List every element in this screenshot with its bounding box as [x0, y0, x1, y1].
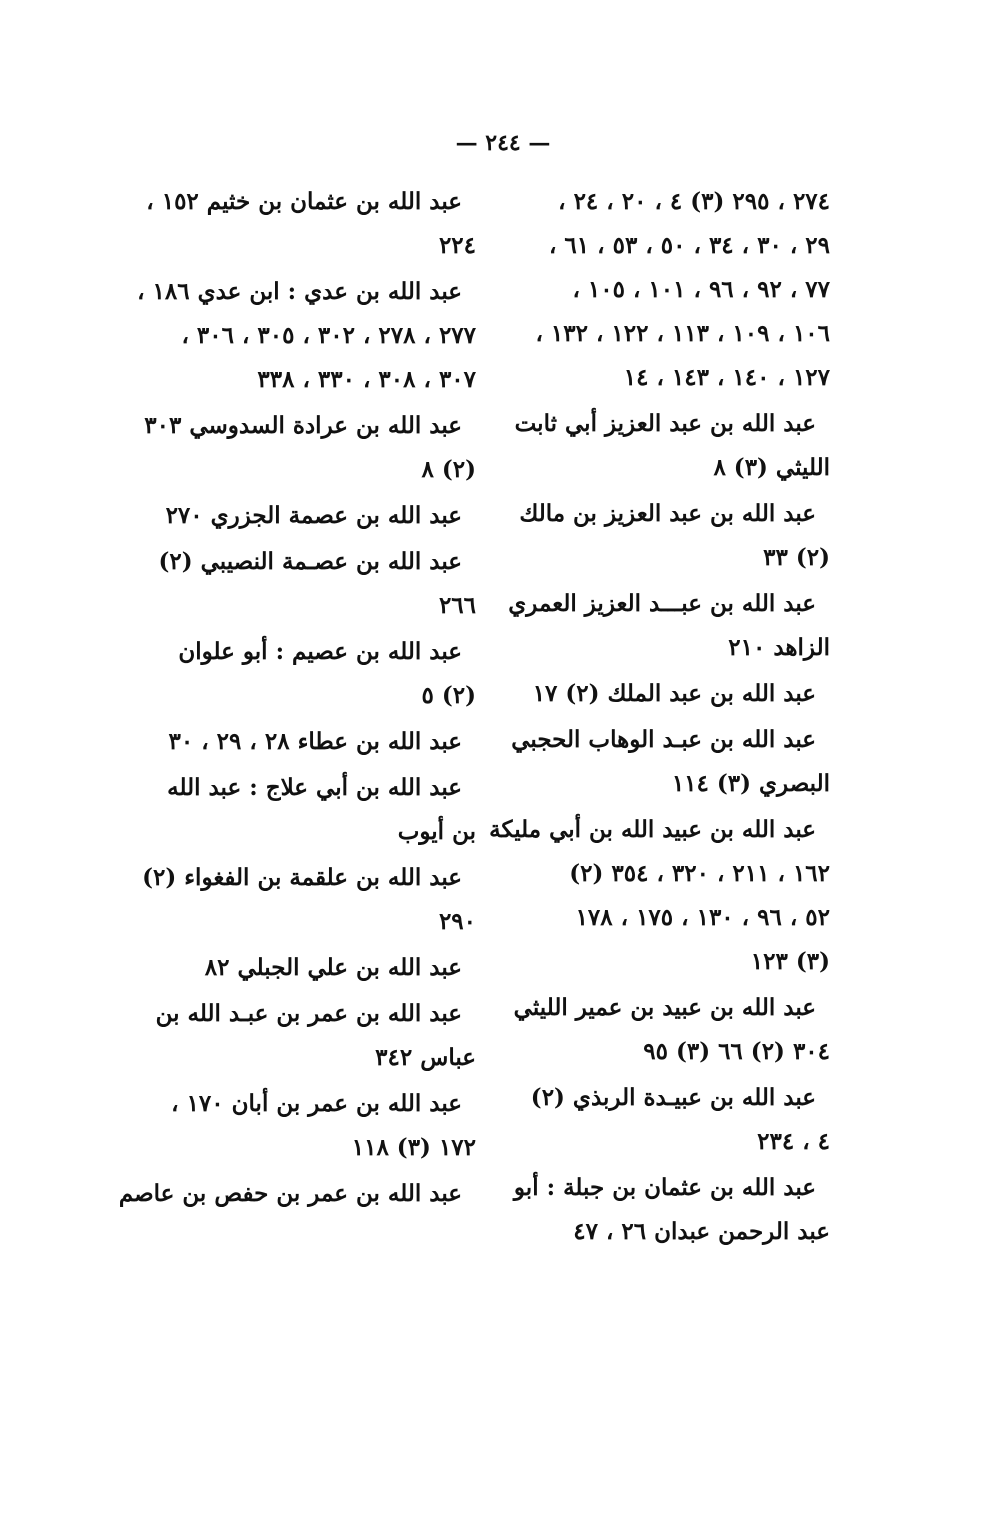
entry-line: عبد الله بن عبيد بن عمير الليثي [513, 994, 816, 1021]
entry-line: ٢٢٤ [438, 232, 476, 259]
index-entry [520, 180, 830, 400]
entry-line: (٣) ١٢٣ [750, 948, 830, 975]
entry-line: عبد الله بن عمر بن أبان ١٧٠ ، [171, 1090, 462, 1117]
entry-line: عبد الله بن علقمة بن الفغواء (٢) [142, 864, 462, 891]
entry-line: ٢٩ ، ٣٠ ، ٣٤ ، ٥٠ ، ٥٣ ، ٦١ ، [548, 232, 830, 259]
entry-line: (٢) ٥ [421, 682, 476, 709]
entry-line: عبد الله بن عبيد الله بن أبي مليكة [489, 816, 816, 843]
entry-line: عباس ٣٤٢ [375, 1044, 476, 1071]
entry-line: الليثي (٣) ٨ [713, 454, 830, 481]
entry-line: عبد الله بن عمر بن حفص بن عاصم [118, 1180, 462, 1207]
entry-line: عبد الله بن عصمة الجزري ٢٧٠ [165, 502, 462, 529]
entry-line: عبد الله بن عصـمة النصيبي (٢) [158, 548, 462, 575]
index-column-right [489, 180, 830, 1256]
entry-line: بن أيوب [397, 818, 476, 845]
entry-line: (٢) ٣٣ [763, 544, 830, 571]
entry-line: عبد الله بن أبي علاج : عبد الله [167, 774, 462, 801]
entry-line: عبد الله بن عصيم : أبو علوان [178, 638, 462, 665]
entry-line: ١٠٦ ، ١٠٩ ، ١١٣ ، ١٢٢ ، ١٣٢ ، [535, 320, 830, 347]
entry-line: ٧٧ ، ٩٢ ، ٩٦ ، ١٠١ ، ١٠٥ ، [572, 276, 830, 303]
index-entry [158, 540, 476, 628]
entry-line: عبد الله بن عبد العزيز أبي ثابت [514, 410, 816, 437]
entry-line: عبد الله بن عثمان بن جبلة : أبو [513, 1174, 816, 1201]
index-entry [155, 992, 476, 1080]
index-column-left [118, 180, 476, 1218]
entry-line: ١٢٧ ، ١٤٠ ، ١٤٣ ، ١٤ [623, 364, 830, 391]
entry-line: ٢٦٦ [438, 592, 476, 619]
entry-line: عبد الله بن عثمان بن خثيم ١٥٢ ، [146, 188, 462, 215]
index-entry [166, 630, 476, 718]
index-entry [118, 1172, 476, 1216]
index-entry [513, 1166, 830, 1254]
index-entry [137, 270, 476, 402]
entry-line: الزاهد ٢١٠ [728, 634, 830, 661]
entry-line: عبد الله بن عدي : ابن عدي ١٨٦ ، [137, 278, 462, 305]
entry-line: عبد الله بن عبـد الوهاب الحجبي [511, 726, 816, 753]
index-entry [166, 1082, 476, 1170]
index-entry [520, 672, 830, 716]
entry-line: ٣٠٧ ، ٣٠٨ ، ٣٣٠ ، ٣٣٨ [257, 366, 476, 393]
entry-line: ٢٧٤ ، ٢٩٥ (٣) ٤ ، ٢٠ ، ٢٤ ، [558, 188, 830, 215]
entry-line: عبد الله بن عرادة السدوسي ٣٠٣ [144, 412, 462, 439]
index-entry [166, 494, 476, 538]
entry-line: ١٦٢ ، ٢١١ ، ٣٢٠ ، ٣٥٤ (٢) [569, 860, 830, 887]
entry-line: ٢٩٠ [438, 908, 476, 935]
entry-line: عبد الله بن عطاء ٢٨ ، ٢٩ ، ٣٠ [168, 728, 462, 755]
index-entry [166, 946, 476, 990]
index-entry [144, 404, 476, 492]
entry-line: ٥٢ ، ٩٦ ، ١٣٠ ، ١٧٥ ، ١٧٨ [575, 904, 830, 931]
entry-line: البصري (٣) ١١٤ [671, 770, 830, 797]
index-entry [146, 180, 476, 268]
index-entry [166, 720, 476, 764]
entry-line: عبد الله بن عبـــد العزيز العمري [508, 590, 816, 617]
page-number: — ٢٤٤ — [455, 130, 551, 156]
index-entry [520, 492, 830, 580]
index-entry [508, 582, 830, 670]
entry-line: ٣٠٤ (٢) ٦٦ (٣) ٩٥ [643, 1038, 830, 1065]
index-entry [511, 718, 830, 806]
entry-line: عبد الله بن علي الجبلي ٨٢ [204, 954, 462, 981]
entry-line: عبد الله بن عمر بن عبـد الله بن [155, 1000, 462, 1027]
entry-line: ٤ ، ٢٣٤ [757, 1128, 830, 1155]
index-entry [142, 856, 476, 944]
index-entry [513, 986, 830, 1074]
entry-line: عبد الله بن عبد الملك (٢) ١٧ [532, 680, 816, 707]
index-entry [520, 1076, 830, 1164]
entry-line: (٢) ٨ [421, 456, 476, 483]
entry-line: ١٧٢ (٣) ١١٨ [351, 1134, 476, 1161]
entry-line: عبد الله بن عبد العزيز بن مالك [519, 500, 816, 527]
index-entry [514, 402, 830, 490]
entry-line: ٢٧٧ ، ٢٧٨ ، ٣٠٢ ، ٣٠٥ ، ٣٠٦ ، [181, 322, 476, 349]
entry-line: عبد الله بن عبيـدة الربذي (٢) [530, 1084, 816, 1111]
entry-line: عبد الرحمن عبدان ٢٦ ، ٤٧ [573, 1218, 830, 1245]
index-entry [489, 808, 830, 984]
index-entry [166, 766, 476, 854]
